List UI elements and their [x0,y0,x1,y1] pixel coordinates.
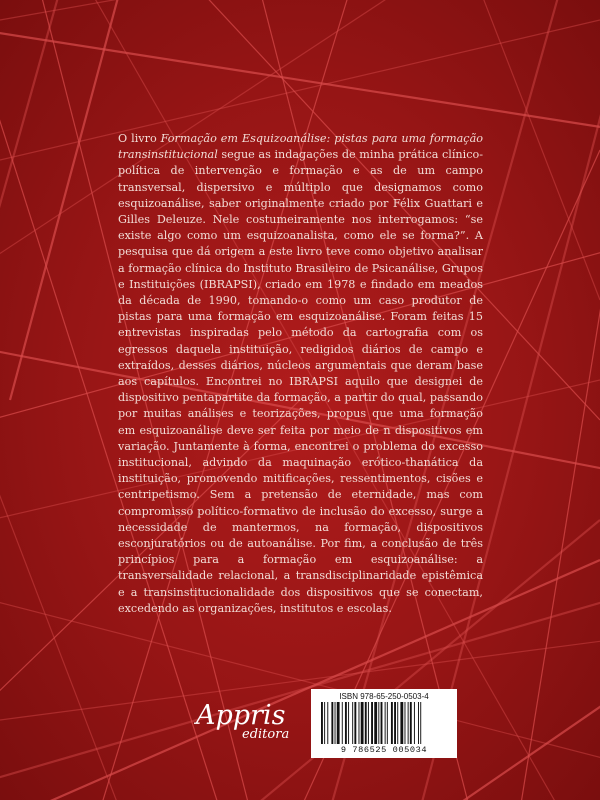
barcode-bar [387,702,388,744]
barcode-bar [381,702,383,744]
barcode-bar [405,702,406,744]
barcode-bar [400,702,403,744]
barcode-bar [327,702,328,744]
barcode-bar [374,702,377,744]
barcode-bar [397,702,398,744]
barcode-bar [331,702,333,744]
barcode-bar [348,702,349,744]
blurb-intro: O livro [118,132,161,145]
isbn-label: ISBN 978-65-250-0503-4 [339,692,429,701]
barcode-bar [394,702,396,744]
background-line [0,0,170,20]
barcode-bar [391,702,393,744]
barcode-bar [365,702,367,744]
barcode-bar [408,702,409,744]
barcode-bar [352,702,353,744]
barcode-bar [368,702,369,744]
publisher-brand: Appris [196,700,286,731]
blurb-text [118,131,483,617]
barcode-bar [345,702,347,744]
barcode-bar [321,702,323,744]
barcode-bars [319,702,449,744]
barcode-bar [354,702,356,744]
book-title: Formação em Esquizoanálise: pistas para uma formação transinstitucional [118,132,483,162]
barcode-digits: 9 786525 005034 [340,745,428,755]
barcode-bar [337,702,340,744]
blurb-body: segue as indagações de minha prática clínico-política de intervenção e formação e as de um campo transversal, dispersivo e múltiplo que designamos como esquizoanálise, saber originalmente criado por Félix Guattari e Gilles Deleuze. Nele costumeiramente nos interrogamos: “se existe algo como um esquizoanalista, como ele se forma?”. A pesquisa que dá origem a este livro teve como objetivo analisar a formação clínica do Instituto Brasileiro de Psicanálise, Grupos e Instituições (IBRAPSI), criado em 1978 e findado em meados da década de 1990, tomando-o como um caso produtor de pistas para uma formação em esquizoanálise. Foram feitas 15 entrevistas inspiradas pelo método da cartografia com os egressos daquela instituição, redigidos diários de campo e extraídos, desses diários, núcleos argumentais que deram base aos capítulos. Encontrei no IBRAPSI aquilo que designei de dispositivo pentapartite da formação, a partir do qual, passando por muitas análises e teorizações, propus que uma formação em esquizoanálise deve ser feita por meio de n dispositivos em variação. Juntamente à forma, encontrei o problema do excesso institucional, advindo da maquinação erótico-thanática da instituição, promovendo mitificações, ressentimentos, cisões e centripetismo. Sem a pretensão de eternidade, mas com compromisso político-formativo de inclusão do excesso, surge a necessidade de mantermos, na formação, dispositivos esconjuratórios ou de autoanálise. Por fim, a conclusão de três princípios para a formação em esquizoanálise: a transversalidade relacional, a transdisciplinaridade epistêmica e a transinstitucionalidade dos dispositivos que se conectam, excedendo as organizações, institutos e escolas. [118,148,483,615]
barcode-bar [378,702,379,744]
barcode-bar [335,702,336,744]
background-line [0,600,600,780]
barcode-bar [342,702,343,744]
barcode-bar [420,702,421,744]
barcode-bar [414,702,415,744]
publisher-sub: editora [242,727,290,742]
background-line [0,470,120,800]
barcode-box [311,689,457,758]
background-line [520,250,600,800]
barcode-bar [324,702,325,744]
barcode-bar [410,702,412,744]
background-line [480,0,600,300]
barcode-bar [371,702,373,744]
publisher-logo [196,700,298,744]
barcode-bar [418,702,419,744]
background-line [10,0,120,400]
background-line [0,0,60,240]
barcode-bar [385,702,386,744]
background-line [0,600,600,760]
barcode-bar [359,702,360,744]
barcode-bar [361,702,364,744]
background-line [0,30,600,130]
